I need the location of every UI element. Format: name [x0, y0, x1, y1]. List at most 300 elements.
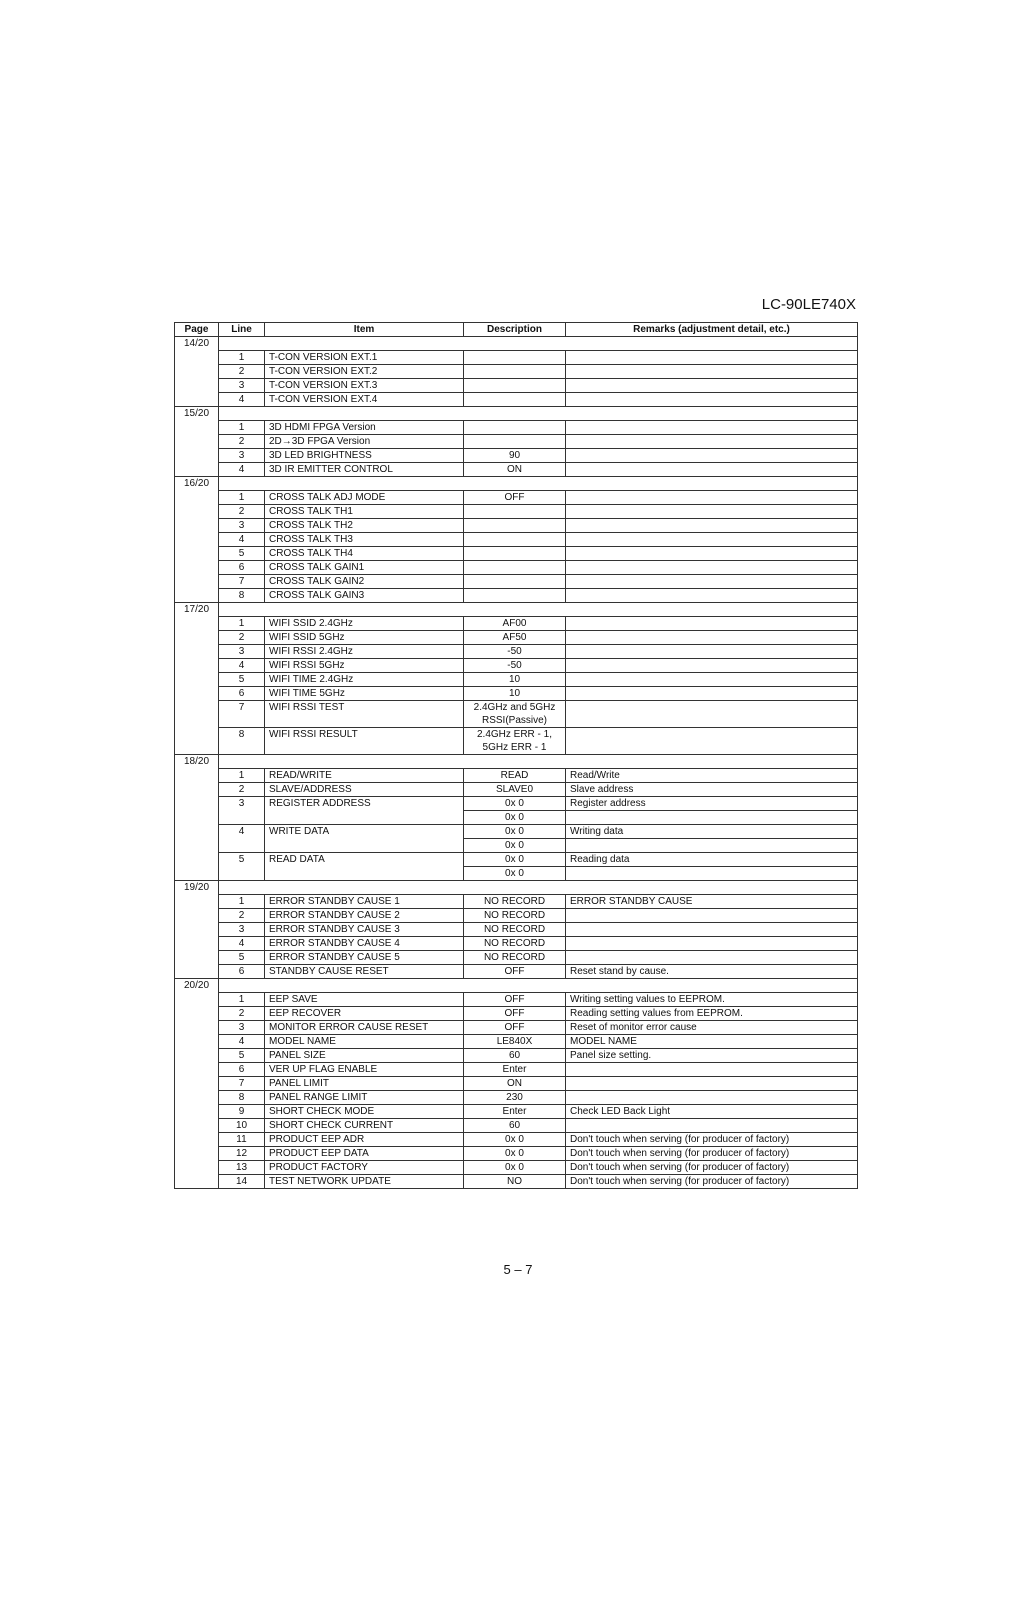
item-cell: SLAVE/ADDRESS — [265, 783, 464, 797]
description-cell: 90 — [464, 449, 566, 463]
item-cell: READ DATA — [265, 853, 464, 867]
page-cell-empty — [175, 1175, 219, 1189]
line-cell: 1 — [219, 895, 265, 909]
page-cell-empty — [175, 435, 219, 449]
remarks-cell — [566, 505, 858, 519]
remarks-cell: Don't touch when serving (for producer of factory) — [566, 1133, 858, 1147]
table-row — [175, 1063, 858, 1077]
line-cell: 2 — [219, 505, 265, 519]
table-row — [175, 505, 858, 519]
table-row — [175, 435, 858, 449]
table-row — [175, 1133, 858, 1147]
page-cell-empty — [175, 1105, 219, 1119]
remarks-cell — [566, 701, 858, 728]
table-row — [175, 1021, 858, 1035]
description-cell: 0x 0 — [464, 1133, 566, 1147]
page-group-row — [175, 979, 858, 993]
remarks-cell — [566, 1063, 858, 1077]
remarks-cell — [566, 728, 858, 755]
line-cell: 4 — [219, 533, 265, 547]
item-cell: CROSS TALK GAIN1 — [265, 561, 464, 575]
description-cell — [464, 435, 566, 449]
item-cell: WIFI TIME 2.4GHz — [265, 673, 464, 687]
description-cell: ON — [464, 463, 566, 477]
page-cell-empty — [175, 673, 219, 687]
remarks-cell — [566, 923, 858, 937]
description-cell — [464, 351, 566, 365]
item-cell: ERROR STANDBY CAUSE 1 — [265, 895, 464, 909]
remarks-cell — [566, 645, 858, 659]
line-cell: 3 — [219, 645, 265, 659]
page-cell: 20/20 — [175, 979, 219, 993]
line-cell: 4 — [219, 393, 265, 407]
table-row — [175, 853, 858, 867]
item-cell: WIFI SSID 5GHz — [265, 631, 464, 645]
table-row — [175, 1175, 858, 1189]
table-row — [175, 1007, 858, 1021]
remarks-cell — [566, 351, 858, 365]
description-cell — [464, 519, 566, 533]
remarks-cell: Check LED Back Light — [566, 1105, 858, 1119]
table-row — [175, 547, 858, 561]
description-cell — [464, 547, 566, 561]
description-cell — [464, 575, 566, 589]
description-cell: 0x 0 — [464, 1147, 566, 1161]
remarks-cell — [566, 631, 858, 645]
adjustment-table — [174, 322, 858, 1189]
remarks-cell — [566, 533, 858, 547]
remarks-cell — [566, 561, 858, 575]
item-cell — [265, 867, 464, 881]
description-cell: NO RECORD — [464, 923, 566, 937]
remarks-cell — [566, 491, 858, 505]
line-cell: 6 — [219, 1063, 265, 1077]
page-cell-empty — [175, 463, 219, 477]
line-cell: 13 — [219, 1161, 265, 1175]
page-cell-empty — [175, 421, 219, 435]
page-cell-empty — [175, 449, 219, 463]
table-row — [175, 365, 858, 379]
line-cell: 4 — [219, 463, 265, 477]
page-cell-empty — [175, 895, 219, 909]
page-cell-empty — [175, 365, 219, 379]
description-cell: AF00 — [464, 617, 566, 631]
line-cell: 4 — [219, 659, 265, 673]
page-cell-empty — [175, 825, 219, 839]
description-cell: Enter — [464, 1063, 566, 1077]
item-cell: T-CON VERSION EXT.1 — [265, 351, 464, 365]
item-cell: PRODUCT FACTORY — [265, 1161, 464, 1175]
item-cell: SHORT CHECK CURRENT — [265, 1119, 464, 1133]
line-cell: 14 — [219, 1175, 265, 1189]
line-cell: 3 — [219, 1021, 265, 1035]
page-cell-empty — [175, 783, 219, 797]
page-cell-empty — [175, 561, 219, 575]
description-cell: SLAVE0 — [464, 783, 566, 797]
line-cell: 7 — [219, 575, 265, 589]
remarks-cell — [566, 659, 858, 673]
remarks-cell — [566, 547, 858, 561]
item-cell: ERROR STANDBY CAUSE 3 — [265, 923, 464, 937]
table-row — [175, 811, 858, 825]
table-row — [175, 589, 858, 603]
description-cell: Enter — [464, 1105, 566, 1119]
table-row — [175, 867, 858, 881]
table-row — [175, 1105, 858, 1119]
page-cell: 16/20 — [175, 477, 219, 491]
item-cell: T-CON VERSION EXT.3 — [265, 379, 464, 393]
line-cell: 1 — [219, 769, 265, 783]
group-spacer-cell — [219, 979, 858, 993]
table-row — [175, 631, 858, 645]
table-row — [175, 1049, 858, 1063]
line-cell: 1 — [219, 491, 265, 505]
table-row — [175, 1035, 858, 1049]
table-row — [175, 491, 858, 505]
page-cell-empty — [175, 811, 219, 825]
page-cell-empty — [175, 937, 219, 951]
page-cell-empty — [175, 659, 219, 673]
description-cell: LE840X — [464, 1035, 566, 1049]
page-cell-empty — [175, 547, 219, 561]
item-cell: CROSS TALK ADJ MODE — [265, 491, 464, 505]
table-row — [175, 937, 858, 951]
page-cell-empty — [175, 951, 219, 965]
line-cell: 7 — [219, 1077, 265, 1091]
page-cell-empty — [175, 1063, 219, 1077]
page-cell: 19/20 — [175, 881, 219, 895]
description-cell — [464, 589, 566, 603]
column-header-line: Line — [219, 323, 265, 337]
table-row — [175, 895, 858, 909]
remarks-cell: Don't touch when serving (for producer of factory) — [566, 1175, 858, 1189]
description-cell: OFF — [464, 491, 566, 505]
item-cell: MODEL NAME — [265, 1035, 464, 1049]
table-row — [175, 519, 858, 533]
line-cell: 2 — [219, 631, 265, 645]
item-cell — [265, 811, 464, 825]
description-cell: 0x 0 — [464, 1161, 566, 1175]
line-cell — [219, 811, 265, 825]
description-cell — [464, 728, 566, 755]
item-cell: ERROR STANDBY CAUSE 4 — [265, 937, 464, 951]
item-cell: 3D IR EMITTER CONTROL — [265, 463, 464, 477]
page-group-row — [175, 603, 858, 617]
table-row — [175, 1161, 858, 1175]
item-cell: CROSS TALK TH2 — [265, 519, 464, 533]
page-cell-empty — [175, 393, 219, 407]
column-header-description: Description — [464, 323, 566, 337]
item-cell: REGISTER ADDRESS — [265, 797, 464, 811]
page-cell-empty — [175, 617, 219, 631]
table-row — [175, 687, 858, 701]
page-cell-empty — [175, 853, 219, 867]
page-cell-empty — [175, 728, 219, 755]
table-row — [175, 909, 858, 923]
page-cell-empty — [175, 589, 219, 603]
line-cell: 3 — [219, 449, 265, 463]
remarks-cell — [566, 421, 858, 435]
remarks-cell: Panel size setting. — [566, 1049, 858, 1063]
remarks-cell — [566, 393, 858, 407]
description-cell: OFF — [464, 993, 566, 1007]
page-group-row — [175, 881, 858, 895]
table-row — [175, 645, 858, 659]
remarks-cell — [566, 463, 858, 477]
table-row — [175, 783, 858, 797]
item-cell: STANDBY CAUSE RESET — [265, 965, 464, 979]
table-row — [175, 533, 858, 547]
remarks-cell: Slave address — [566, 783, 858, 797]
description-line-1: 2.4GHz and 5GHz — [473, 702, 556, 713]
remarks-cell — [566, 867, 858, 881]
page-cell-empty — [175, 1049, 219, 1063]
page-cell-empty — [175, 1119, 219, 1133]
item-cell: CROSS TALK GAIN2 — [265, 575, 464, 589]
remarks-cell — [566, 519, 858, 533]
remarks-cell: Register address — [566, 797, 858, 811]
page-cell: 15/20 — [175, 407, 219, 421]
description-cell: -50 — [464, 645, 566, 659]
remarks-cell: Don't touch when serving (for producer of factory) — [566, 1161, 858, 1175]
item-cell: WIFI RSSI 5GHz — [265, 659, 464, 673]
item-cell: T-CON VERSION EXT.4 — [265, 393, 464, 407]
item-cell: CROSS TALK TH1 — [265, 505, 464, 519]
line-cell: 8 — [219, 589, 265, 603]
remarks-cell — [566, 435, 858, 449]
item-cell: 3D HDMI FPGA Version — [265, 421, 464, 435]
page-cell-empty — [175, 1035, 219, 1049]
line-cell: 5 — [219, 951, 265, 965]
remarks-cell — [566, 365, 858, 379]
page-cell-empty — [175, 993, 219, 1007]
table-row — [175, 825, 858, 839]
line-cell: 4 — [219, 1035, 265, 1049]
group-spacer-cell — [219, 407, 858, 421]
line-cell: 7 — [219, 701, 265, 728]
description-cell: READ — [464, 769, 566, 783]
description-cell — [464, 561, 566, 575]
line-cell: 6 — [219, 687, 265, 701]
description-line-2: 5GHz ERR - 1 — [482, 742, 547, 753]
page-group-row — [175, 407, 858, 421]
line-cell: 8 — [219, 728, 265, 755]
description-cell: 10 — [464, 673, 566, 687]
page-group-row — [175, 477, 858, 491]
description-cell: 60 — [464, 1119, 566, 1133]
remarks-cell — [566, 1077, 858, 1091]
table-row — [175, 965, 858, 979]
description-line-2: RSSI(Passive) — [481, 715, 547, 726]
remarks-cell — [566, 951, 858, 965]
item-cell: ERROR STANDBY CAUSE 2 — [265, 909, 464, 923]
remarks-cell — [566, 811, 858, 825]
item-cell: WRITE DATA — [265, 825, 464, 839]
remarks-cell: MODEL NAME — [566, 1035, 858, 1049]
page-cell-empty — [175, 1147, 219, 1161]
description-cell — [464, 701, 566, 728]
description-cell: OFF — [464, 1021, 566, 1035]
description-cell: 10 — [464, 687, 566, 701]
table-row — [175, 421, 858, 435]
page-cell-empty — [175, 631, 219, 645]
table-row — [175, 951, 858, 965]
item-cell: WIFI RSSI 2.4GHz — [265, 645, 464, 659]
remarks-cell: Reset stand by cause. — [566, 965, 858, 979]
page-group-row — [175, 755, 858, 769]
page-cell-empty — [175, 1077, 219, 1091]
table-row — [175, 1091, 858, 1105]
page-cell-empty — [175, 519, 219, 533]
column-header-item: Item — [265, 323, 464, 337]
remarks-cell: Read/Write — [566, 769, 858, 783]
description-cell: 0x 0 — [464, 839, 566, 853]
line-cell: 3 — [219, 923, 265, 937]
line-cell: 10 — [219, 1119, 265, 1133]
line-cell: 2 — [219, 435, 265, 449]
item-cell: PRODUCT EEP ADR — [265, 1133, 464, 1147]
remarks-cell — [566, 909, 858, 923]
page-cell-empty — [175, 797, 219, 811]
page-cell-empty — [175, 839, 219, 853]
description-cell: 0x 0 — [464, 825, 566, 839]
remarks-cell — [566, 1119, 858, 1133]
description-cell: 0x 0 — [464, 797, 566, 811]
page-cell-empty — [175, 1133, 219, 1147]
remarks-cell: Writing setting values to EEPROM. — [566, 993, 858, 1007]
page-cell-empty — [175, 1021, 219, 1035]
table-row — [175, 701, 858, 728]
item-cell: CROSS TALK GAIN3 — [265, 589, 464, 603]
remarks-cell — [566, 449, 858, 463]
page-cell: 14/20 — [175, 337, 219, 351]
description-cell: AF50 — [464, 631, 566, 645]
description-cell: 0x 0 — [464, 853, 566, 867]
remarks-cell: Reading setting values from EEPROM. — [566, 1007, 858, 1021]
remarks-cell — [566, 1091, 858, 1105]
description-cell: ON — [464, 1077, 566, 1091]
remarks-cell — [566, 589, 858, 603]
description-cell: NO RECORD — [464, 951, 566, 965]
description-cell — [464, 393, 566, 407]
page-cell-empty — [175, 909, 219, 923]
item-cell: EEP RECOVER — [265, 1007, 464, 1021]
line-cell: 3 — [219, 519, 265, 533]
remarks-cell: Reading data — [566, 853, 858, 867]
description-cell: NO — [464, 1175, 566, 1189]
line-cell — [219, 839, 265, 853]
page-group-row — [175, 337, 858, 351]
item-cell: PANEL RANGE LIMIT — [265, 1091, 464, 1105]
item-cell: CROSS TALK TH3 — [265, 533, 464, 547]
item-cell: 3D LED BRIGHTNESS — [265, 449, 464, 463]
group-spacer-cell — [219, 881, 858, 895]
item-cell: PANEL LIMIT — [265, 1077, 464, 1091]
item-cell: T-CON VERSION EXT.2 — [265, 365, 464, 379]
remarks-cell: Don't touch when serving (for producer of factory) — [566, 1147, 858, 1161]
page-cell-empty — [175, 923, 219, 937]
remarks-cell — [566, 839, 858, 853]
page-cell-empty — [175, 575, 219, 589]
item-cell: WIFI TIME 5GHz — [265, 687, 464, 701]
description-cell: OFF — [464, 965, 566, 979]
description-cell: NO RECORD — [464, 895, 566, 909]
page-cell-empty — [175, 965, 219, 979]
line-cell: 12 — [219, 1147, 265, 1161]
table-row — [175, 659, 858, 673]
table-row — [175, 449, 858, 463]
remarks-cell: Reset of monitor error cause — [566, 1021, 858, 1035]
line-cell: 11 — [219, 1133, 265, 1147]
table-row — [175, 797, 858, 811]
remarks-cell — [566, 575, 858, 589]
table-row — [175, 728, 858, 755]
line-cell: 1 — [219, 351, 265, 365]
group-spacer-cell — [219, 755, 858, 769]
table-row — [175, 379, 858, 393]
table-row — [175, 1147, 858, 1161]
line-cell: 4 — [219, 937, 265, 951]
remarks-cell — [566, 673, 858, 687]
line-cell: 8 — [219, 1091, 265, 1105]
item-cell: MONITOR ERROR CAUSE RESET — [265, 1021, 464, 1035]
line-cell: 2 — [219, 365, 265, 379]
page-number: 5 – 7 — [503, 1262, 533, 1277]
item-cell: VER UP FLAG ENABLE — [265, 1063, 464, 1077]
item-cell: 2D→3D FPGA Version — [265, 435, 464, 449]
table-row — [175, 617, 858, 631]
description-cell — [464, 421, 566, 435]
item-cell: ERROR STANDBY CAUSE 5 — [265, 951, 464, 965]
line-cell: 1 — [219, 617, 265, 631]
item-cell: WIFI RSSI RESULT — [265, 728, 464, 755]
table-row — [175, 561, 858, 575]
description-cell: OFF — [464, 1007, 566, 1021]
line-cell: 5 — [219, 673, 265, 687]
item-cell — [265, 839, 464, 853]
line-cell: 6 — [219, 561, 265, 575]
line-cell: 3 — [219, 379, 265, 393]
page-cell-empty — [175, 645, 219, 659]
group-spacer-cell — [219, 603, 858, 617]
description-cell — [464, 379, 566, 393]
line-cell: 5 — [219, 1049, 265, 1063]
line-cell: 6 — [219, 965, 265, 979]
column-header-remarks: Remarks (adjustment detail, etc.) — [566, 323, 858, 337]
page-cell-empty — [175, 687, 219, 701]
page-cell-empty — [175, 505, 219, 519]
item-cell: SHORT CHECK MODE — [265, 1105, 464, 1119]
column-header-page: Page — [175, 323, 219, 337]
remarks-cell — [566, 687, 858, 701]
item-cell: PANEL SIZE — [265, 1049, 464, 1063]
model-number: LC-90LE740X — [761, 296, 856, 313]
page-cell-empty — [175, 351, 219, 365]
remarks-cell — [566, 379, 858, 393]
table-row — [175, 575, 858, 589]
line-cell: 5 — [219, 853, 265, 867]
table-row — [175, 351, 858, 365]
item-cell: READ/WRITE — [265, 769, 464, 783]
item-cell: PRODUCT EEP DATA — [265, 1147, 464, 1161]
description-cell: 0x 0 — [464, 867, 566, 881]
page-cell-empty — [175, 533, 219, 547]
table-row — [175, 923, 858, 937]
description-cell: -50 — [464, 659, 566, 673]
remarks-cell — [566, 617, 858, 631]
table-row — [175, 673, 858, 687]
item-cell: TEST NETWORK UPDATE — [265, 1175, 464, 1189]
